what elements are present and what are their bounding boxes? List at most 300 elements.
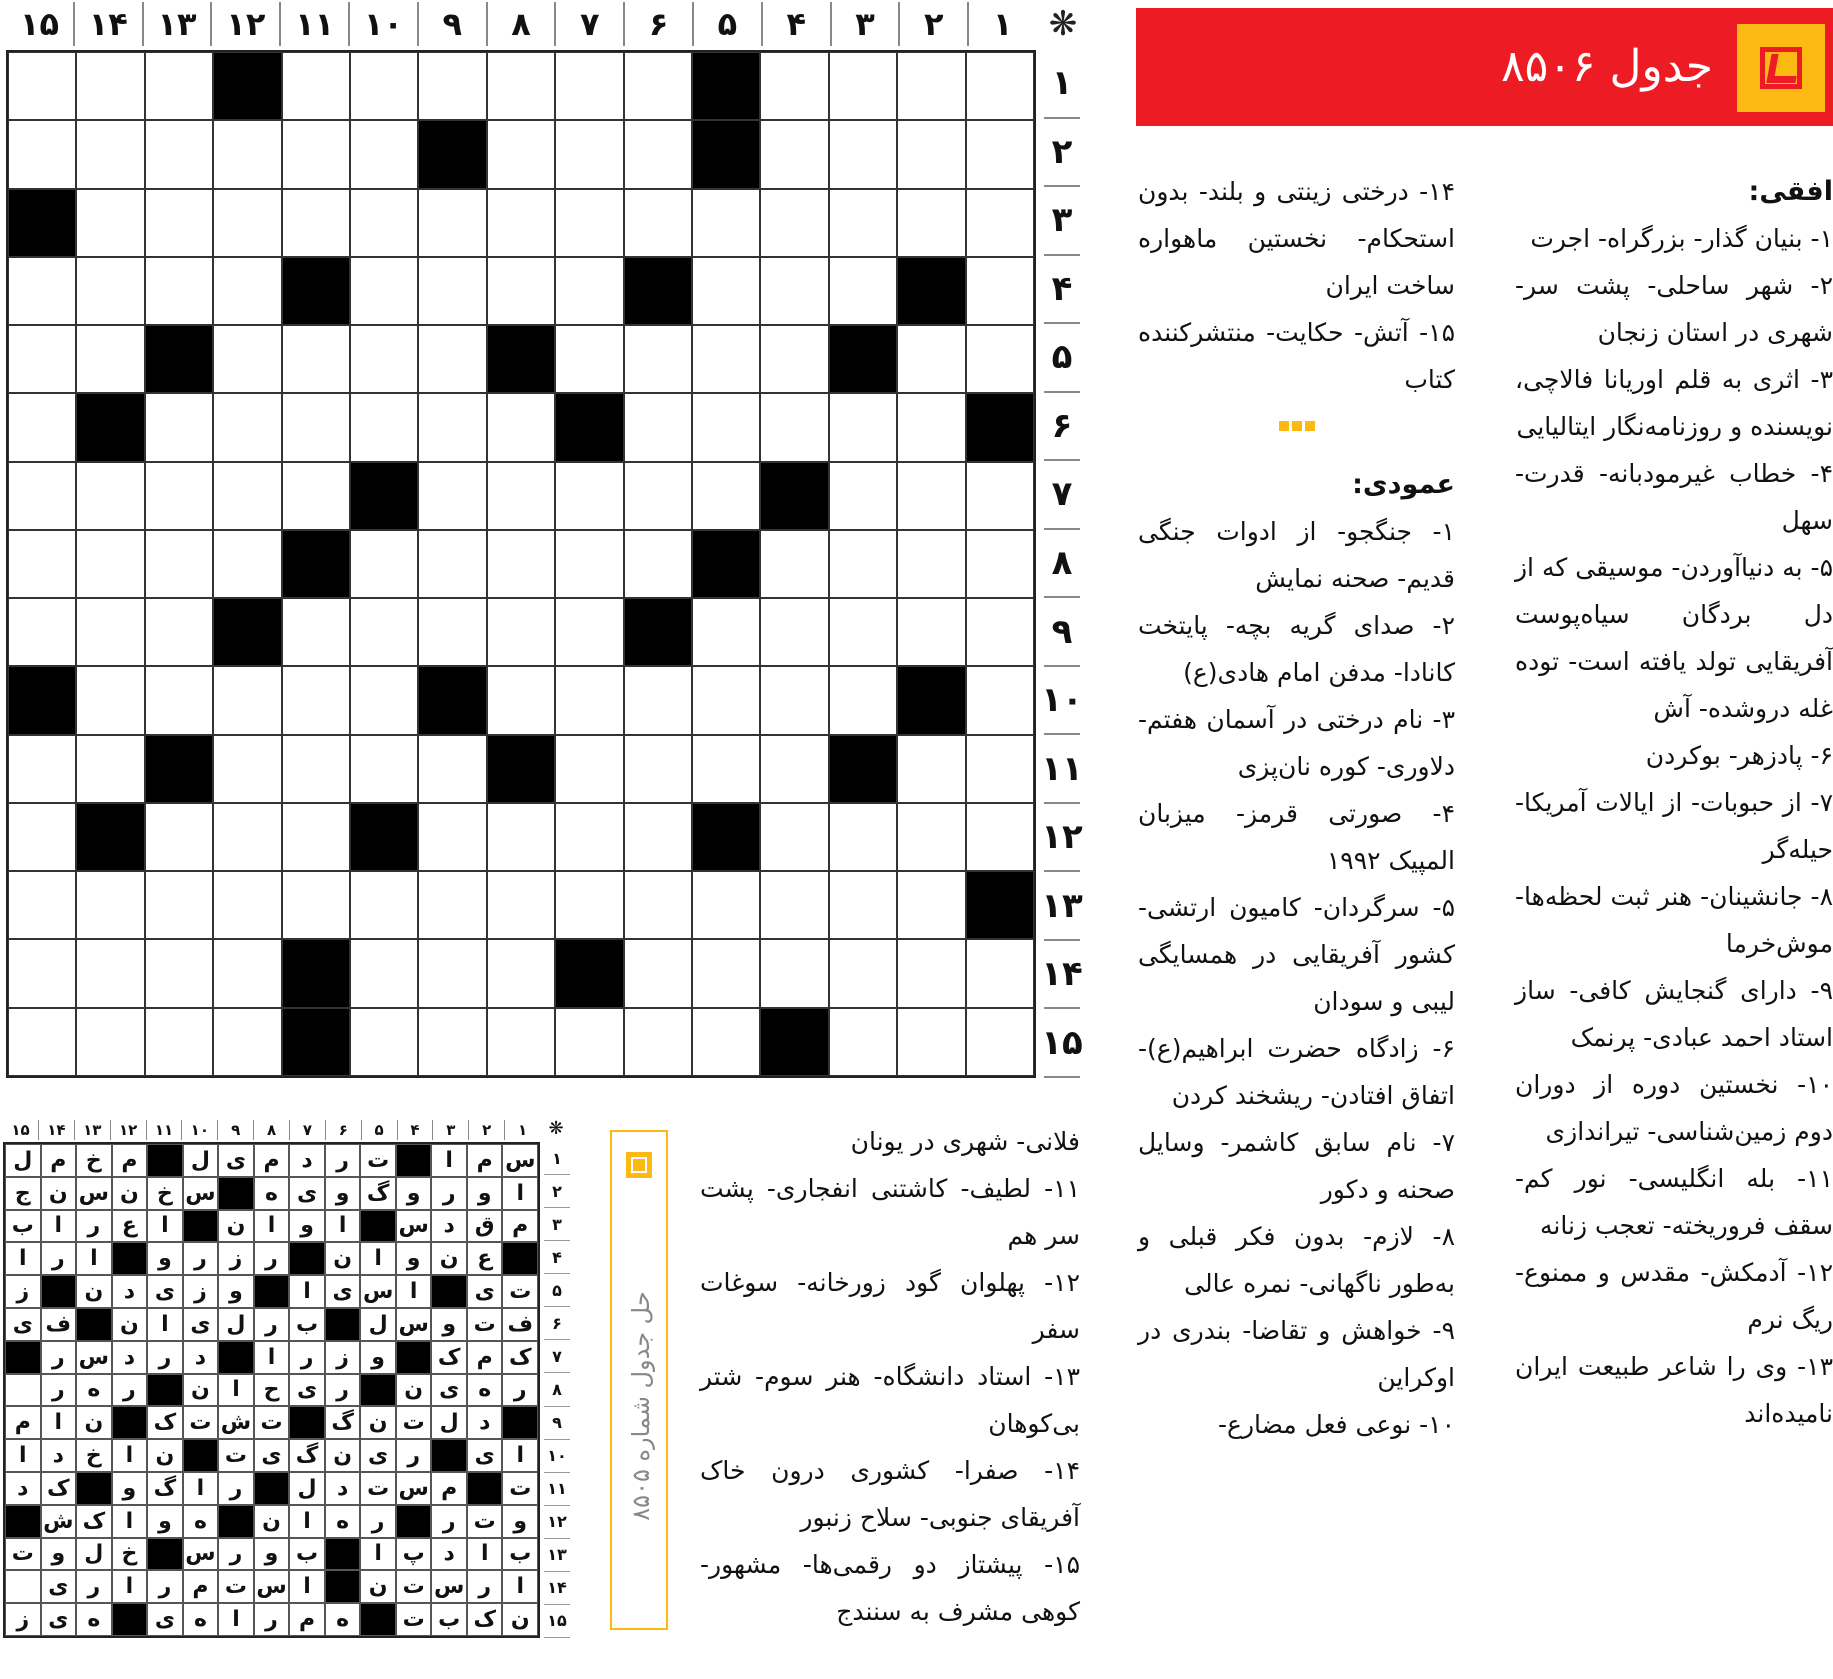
empty-cell[interactable] <box>760 52 828 120</box>
empty-cell[interactable] <box>760 871 828 939</box>
solution-cell: ل <box>218 1308 254 1341</box>
empty-cell[interactable] <box>829 871 897 939</box>
row-number: ۳ <box>1044 187 1080 256</box>
solution-black-cell <box>147 1374 183 1407</box>
clue-horizontal-12: ۱۲- آدمکش- مقدس و ممنوع- ریگ نرم <box>1515 1258 1833 1334</box>
empty-cell[interactable] <box>8 871 76 939</box>
empty-cell[interactable] <box>418 257 486 325</box>
empty-cell[interactable] <box>282 803 350 871</box>
empty-cell[interactable] <box>145 462 213 530</box>
solution-black-cell <box>112 1406 148 1439</box>
empty-cell[interactable] <box>213 462 281 530</box>
empty-cell[interactable] <box>350 1008 418 1076</box>
clue-vertical-1: ۱- جنگجو- از ادوات جنگی قدیم- صحنه نمایش <box>1138 517 1455 593</box>
empty-cell[interactable] <box>966 462 1034 530</box>
empty-cell[interactable] <box>555 871 623 939</box>
row-number: ۴ <box>1044 256 1080 325</box>
empty-cell[interactable] <box>624 325 692 393</box>
empty-cell[interactable] <box>692 393 760 461</box>
empty-cell[interactable] <box>555 1008 623 1076</box>
empty-cell[interactable] <box>624 735 692 803</box>
empty-cell[interactable] <box>966 52 1034 120</box>
empty-cell[interactable] <box>8 257 76 325</box>
empty-cell[interactable] <box>966 598 1034 666</box>
empty-cell[interactable] <box>145 803 213 871</box>
empty-cell[interactable] <box>213 1008 281 1076</box>
empty-cell[interactable] <box>76 189 144 257</box>
empty-cell[interactable] <box>213 325 281 393</box>
empty-cell[interactable] <box>760 189 828 257</box>
empty-cell[interactable] <box>213 939 281 1007</box>
solution-cell: ن <box>325 1242 361 1275</box>
empty-cell[interactable] <box>555 120 623 188</box>
row-number: ۸ <box>544 1373 570 1406</box>
empty-cell[interactable] <box>692 1008 760 1076</box>
empty-cell[interactable] <box>350 52 418 120</box>
empty-cell[interactable] <box>897 598 965 666</box>
empty-cell[interactable] <box>350 939 418 1007</box>
solution-cell: ن <box>360 1406 396 1439</box>
solution-cell: م <box>431 1472 467 1505</box>
solution-cell: ا <box>112 1505 148 1538</box>
empty-cell[interactable] <box>8 325 76 393</box>
clue-vertical-8: ۸- لازم- بدون فکر قبلی و به‌طور ناگهانی- نمره عالی <box>1138 1222 1455 1298</box>
column-number: ۳ <box>432 1120 468 1140</box>
solution-cell: ر <box>147 1570 183 1603</box>
empty-cell[interactable] <box>76 257 144 325</box>
solution-cell: ن <box>325 1439 361 1472</box>
clue-horizontal-3: ۳- اثری به قلم اوریانا فالاچی، نویسنده و روزنامه‌نگار ایتالیایی <box>1515 365 1833 441</box>
solution-cell: و <box>502 1505 538 1538</box>
empty-cell[interactable] <box>418 530 486 598</box>
solution-cell: س <box>183 1538 219 1571</box>
clue-vertical-12: ۱۲- پهلوان گود زورخانه- سوغات سفر <box>700 1268 1080 1344</box>
empty-cell[interactable] <box>966 530 1034 598</box>
black-cell <box>966 393 1034 461</box>
empty-cell[interactable] <box>624 1008 692 1076</box>
empty-cell[interactable] <box>282 325 350 393</box>
empty-cell[interactable] <box>8 393 76 461</box>
empty-cell[interactable] <box>760 393 828 461</box>
solution-cell: ب <box>289 1538 325 1571</box>
empty-cell[interactable] <box>282 52 350 120</box>
empty-cell[interactable] <box>624 393 692 461</box>
empty-cell[interactable] <box>8 598 76 666</box>
solution-cell: ی <box>41 1570 77 1603</box>
empty-cell[interactable] <box>555 735 623 803</box>
empty-cell[interactable] <box>966 257 1034 325</box>
empty-cell[interactable] <box>145 598 213 666</box>
solution-cell: و <box>218 1275 254 1308</box>
row-number: ۱۰ <box>1044 667 1080 736</box>
solution-cell: د <box>431 1210 467 1243</box>
empty-cell[interactable] <box>966 939 1034 1007</box>
empty-cell[interactable] <box>555 189 623 257</box>
empty-cell[interactable] <box>897 462 965 530</box>
empty-cell[interactable] <box>213 530 281 598</box>
vertical-clues-heading: عمودی: <box>1352 469 1455 500</box>
empty-cell[interactable] <box>76 735 144 803</box>
solution-cell: س <box>431 1570 467 1603</box>
empty-cell[interactable] <box>829 598 897 666</box>
empty-cell[interactable] <box>555 325 623 393</box>
empty-cell[interactable] <box>624 803 692 871</box>
empty-cell[interactable] <box>145 939 213 1007</box>
solution-cell: ن <box>112 1177 148 1210</box>
empty-cell[interactable] <box>897 871 965 939</box>
solution-cell: ک <box>147 1406 183 1439</box>
solution-black-cell <box>218 1341 254 1374</box>
empty-cell[interactable] <box>418 1008 486 1076</box>
empty-cell[interactable] <box>897 52 965 120</box>
empty-cell[interactable] <box>555 530 623 598</box>
empty-cell[interactable] <box>555 666 623 734</box>
empty-cell[interactable] <box>897 325 965 393</box>
empty-cell[interactable] <box>760 666 828 734</box>
empty-cell[interactable] <box>145 257 213 325</box>
black-cell <box>829 735 897 803</box>
solution-cell: ی <box>254 1439 290 1472</box>
empty-cell[interactable] <box>487 1008 555 1076</box>
empty-cell[interactable] <box>897 189 965 257</box>
empty-cell[interactable] <box>829 52 897 120</box>
empty-cell[interactable] <box>282 462 350 530</box>
empty-cell[interactable] <box>760 325 828 393</box>
empty-cell[interactable] <box>145 52 213 120</box>
empty-cell[interactable] <box>282 189 350 257</box>
empty-cell[interactable] <box>350 393 418 461</box>
empty-cell[interactable] <box>76 598 144 666</box>
empty-cell[interactable] <box>624 939 692 1007</box>
empty-cell[interactable] <box>8 803 76 871</box>
empty-cell[interactable] <box>829 120 897 188</box>
empty-cell[interactable] <box>966 1008 1034 1076</box>
empty-cell[interactable] <box>760 939 828 1007</box>
empty-cell[interactable] <box>692 871 760 939</box>
empty-cell[interactable] <box>966 803 1034 871</box>
solution-cell: ا <box>112 1570 148 1603</box>
solution-cell: ش <box>41 1505 77 1538</box>
horizontal-clues <box>1515 168 1833 1437</box>
solution-cell: ی <box>325 1275 361 1308</box>
empty-cell[interactable] <box>966 666 1034 734</box>
empty-cell[interactable] <box>555 257 623 325</box>
empty-cell[interactable] <box>282 393 350 461</box>
empty-cell[interactable] <box>76 530 144 598</box>
row-number: ۶ <box>1044 393 1080 462</box>
empty-cell[interactable] <box>624 666 692 734</box>
empty-cell[interactable] <box>487 871 555 939</box>
empty-cell[interactable] <box>692 598 760 666</box>
empty-cell[interactable] <box>487 257 555 325</box>
empty-cell[interactable] <box>213 257 281 325</box>
clue-vertical-3: ۳- نام درختی در آسمان هفتم- دلاوری- کوره نان‌پزی <box>1138 705 1455 781</box>
empty-cell[interactable] <box>897 939 965 1007</box>
empty-cell[interactable] <box>145 189 213 257</box>
empty-cell[interactable] <box>897 735 965 803</box>
black-cell <box>213 52 281 120</box>
black-cell <box>966 871 1034 939</box>
row-number: ۵ <box>1044 324 1080 393</box>
empty-cell[interactable] <box>418 393 486 461</box>
row-number: ۱۰ <box>544 1440 570 1473</box>
empty-cell[interactable] <box>692 257 760 325</box>
solution-cell: س <box>502 1144 538 1177</box>
empty-cell[interactable] <box>282 871 350 939</box>
empty-cell[interactable] <box>487 462 555 530</box>
solution-cell: ا <box>183 1472 219 1505</box>
empty-cell[interactable] <box>966 120 1034 188</box>
empty-cell[interactable] <box>555 803 623 871</box>
solution-black-cell <box>76 1308 112 1341</box>
solution-cell: ت <box>502 1275 538 1308</box>
column-number: ۵ <box>361 1120 397 1140</box>
empty-cell[interactable] <box>418 189 486 257</box>
solution-cell: ت <box>396 1406 432 1439</box>
solution-cell: ن <box>218 1210 254 1243</box>
clue-vertical-15: ۱۵- پیشتاز دو رقمی‌ها- مشهور- کوهی مشرف به سنندج <box>700 1550 1080 1626</box>
empty-cell[interactable] <box>76 939 144 1007</box>
empty-cell[interactable] <box>692 325 760 393</box>
row-number: ۶ <box>544 1307 570 1340</box>
empty-cell[interactable] <box>760 735 828 803</box>
clue-horizontal-9: ۹- دارای گنجایش کافی- ساز استاد احمد عبادی- پرنمک <box>1515 976 1833 1052</box>
row-number: ۱۳ <box>544 1539 570 1572</box>
empty-cell[interactable] <box>692 735 760 803</box>
empty-cell[interactable] <box>8 1008 76 1076</box>
empty-cell[interactable] <box>418 325 486 393</box>
solution-cell: ا <box>218 1374 254 1407</box>
empty-cell[interactable] <box>897 120 965 188</box>
solution-cell: ا <box>254 1341 290 1374</box>
empty-cell[interactable] <box>8 462 76 530</box>
column-number: ۱۳ <box>142 2 211 46</box>
solution-black-cell <box>112 1242 148 1275</box>
solution-cell: ت <box>5 1538 41 1571</box>
empty-cell[interactable] <box>213 393 281 461</box>
column-number: ۶ <box>623 2 692 46</box>
empty-cell[interactable] <box>760 257 828 325</box>
empty-cell[interactable] <box>897 1008 965 1076</box>
empty-cell[interactable] <box>692 939 760 1007</box>
empty-cell[interactable] <box>487 189 555 257</box>
empty-cell[interactable] <box>145 871 213 939</box>
solution-black-cell <box>360 1603 396 1636</box>
empty-cell[interactable] <box>213 735 281 803</box>
empty-cell[interactable] <box>829 666 897 734</box>
empty-cell[interactable] <box>418 735 486 803</box>
empty-cell[interactable] <box>760 120 828 188</box>
solution-cell: ه <box>325 1505 361 1538</box>
empty-cell[interactable] <box>145 530 213 598</box>
empty-cell[interactable] <box>829 462 897 530</box>
empty-cell[interactable] <box>76 325 144 393</box>
empty-cell[interactable] <box>418 803 486 871</box>
row-number: ۱۲ <box>544 1506 570 1539</box>
empty-cell[interactable] <box>487 52 555 120</box>
column-number: ۱۰ <box>348 2 417 46</box>
solution-black-cell <box>5 1505 41 1538</box>
empty-cell[interactable] <box>418 871 486 939</box>
solution-cell: ن <box>396 1374 432 1407</box>
empty-cell[interactable] <box>487 598 555 666</box>
star-icon: ❋ <box>1048 4 1078 44</box>
empty-cell[interactable] <box>350 871 418 939</box>
empty-cell[interactable] <box>897 393 965 461</box>
empty-cell[interactable] <box>282 666 350 734</box>
empty-cell[interactable] <box>8 735 76 803</box>
empty-cell[interactable] <box>692 189 760 257</box>
empty-cell[interactable] <box>829 530 897 598</box>
column-number: ۱۱ <box>146 1120 182 1140</box>
empty-cell[interactable] <box>829 939 897 1007</box>
solution-black-cell <box>360 1210 396 1243</box>
solution-black-cell <box>467 1472 503 1505</box>
empty-cell[interactable] <box>624 120 692 188</box>
empty-cell[interactable] <box>350 120 418 188</box>
solution-label: حل جدول شماره ۸۵۰۵ <box>627 1291 655 1521</box>
empty-cell[interactable] <box>76 52 144 120</box>
empty-cell[interactable] <box>350 666 418 734</box>
empty-cell[interactable] <box>829 257 897 325</box>
empty-cell[interactable] <box>624 462 692 530</box>
clue-horizontal-11: ۱۱- بله انگلیسی- نور کم- سقف فروریخته- تعجب زنانه <box>1515 1164 1833 1240</box>
empty-cell[interactable] <box>76 1008 144 1076</box>
empty-cell[interactable] <box>966 735 1034 803</box>
column-number: ۹ <box>417 2 486 46</box>
empty-cell[interactable] <box>555 598 623 666</box>
empty-cell[interactable] <box>350 735 418 803</box>
solution-cell: ه <box>254 1177 290 1210</box>
empty-cell[interactable] <box>76 871 144 939</box>
empty-cell[interactable] <box>213 189 281 257</box>
empty-cell[interactable] <box>624 871 692 939</box>
solution-grid <box>3 1142 540 1638</box>
solution-black-cell <box>289 1406 325 1439</box>
clues-middle-column <box>1138 168 1455 1448</box>
empty-cell[interactable] <box>213 871 281 939</box>
solution-cell: ا <box>112 1439 148 1472</box>
empty-cell[interactable] <box>282 120 350 188</box>
empty-cell[interactable] <box>213 120 281 188</box>
empty-cell[interactable] <box>350 325 418 393</box>
solution-cell: ر <box>467 1570 503 1603</box>
solution-cell: ر <box>325 1144 361 1177</box>
solution-cell: خ <box>147 1177 183 1210</box>
empty-cell[interactable] <box>487 393 555 461</box>
solution-cell: ل <box>183 1144 219 1177</box>
empty-cell[interactable] <box>829 1008 897 1076</box>
solution-black-cell <box>325 1570 361 1603</box>
solution-black-cell <box>183 1439 219 1472</box>
empty-cell[interactable] <box>418 939 486 1007</box>
column-numbers <box>6 2 1036 46</box>
solution-cell: ه <box>76 1374 112 1407</box>
empty-cell[interactable] <box>829 393 897 461</box>
empty-cell[interactable] <box>897 803 965 871</box>
empty-cell[interactable] <box>145 1008 213 1076</box>
empty-cell[interactable] <box>555 52 623 120</box>
solution-cell <box>5 1374 41 1407</box>
empty-cell[interactable] <box>897 530 965 598</box>
empty-cell[interactable] <box>487 939 555 1007</box>
empty-cell[interactable] <box>8 52 76 120</box>
solution-cell: ی <box>360 1439 396 1472</box>
empty-cell[interactable] <box>350 530 418 598</box>
solution-cell: ز <box>5 1603 41 1636</box>
empty-cell[interactable] <box>213 803 281 871</box>
empty-cell[interactable] <box>624 189 692 257</box>
empty-cell[interactable] <box>282 735 350 803</box>
solution-cell: د <box>5 1472 41 1505</box>
solution-cell: س <box>76 1341 112 1374</box>
empty-cell[interactable] <box>350 257 418 325</box>
solution-cell: ا <box>147 1308 183 1341</box>
row-number: ۱۴ <box>544 1572 570 1605</box>
empty-cell[interactable] <box>76 462 144 530</box>
empty-cell[interactable] <box>760 598 828 666</box>
row-number: ۲ <box>544 1175 570 1208</box>
clue-vertical-14: ۱۴- صفرا- کشوری درون خاک آفریقای جنوبی- سلاح زنبور <box>700 1456 1080 1532</box>
empty-cell[interactable] <box>692 462 760 530</box>
empty-cell[interactable] <box>487 120 555 188</box>
empty-cell[interactable] <box>76 120 144 188</box>
empty-cell[interactable] <box>350 598 418 666</box>
empty-cell[interactable] <box>487 666 555 734</box>
empty-cell[interactable] <box>760 803 828 871</box>
empty-cell[interactable] <box>829 189 897 257</box>
solution-black-cell <box>360 1374 396 1407</box>
empty-cell[interactable] <box>76 666 144 734</box>
solution-cell: س <box>396 1210 432 1243</box>
empty-cell[interactable] <box>8 530 76 598</box>
empty-cell[interactable] <box>145 120 213 188</box>
solution-black-cell <box>147 1144 183 1177</box>
empty-cell[interactable] <box>418 462 486 530</box>
solution-cell: گ <box>360 1177 396 1210</box>
solution-cell: و <box>325 1177 361 1210</box>
row-number: ۲ <box>1044 119 1080 188</box>
row-number: ۱۴ <box>1044 941 1080 1010</box>
empty-cell[interactable] <box>966 325 1034 393</box>
solution-black-cell <box>5 1341 41 1374</box>
empty-cell[interactable] <box>760 530 828 598</box>
empty-cell[interactable] <box>8 939 76 1007</box>
empty-cell[interactable] <box>418 598 486 666</box>
crossword-grid[interactable] <box>6 50 1036 1078</box>
black-cell <box>418 120 486 188</box>
empty-cell[interactable] <box>8 120 76 188</box>
solution-black-cell <box>254 1472 290 1505</box>
row-number: ۱ <box>544 1142 570 1175</box>
empty-cell[interactable] <box>555 462 623 530</box>
empty-cell[interactable] <box>624 530 692 598</box>
empty-cell[interactable] <box>145 666 213 734</box>
empty-cell[interactable] <box>692 666 760 734</box>
empty-cell[interactable] <box>282 598 350 666</box>
empty-cell[interactable] <box>350 189 418 257</box>
empty-cell[interactable] <box>213 666 281 734</box>
empty-cell[interactable] <box>145 393 213 461</box>
solution-cell: ی <box>183 1308 219 1341</box>
empty-cell[interactable] <box>487 530 555 598</box>
empty-cell[interactable] <box>966 189 1034 257</box>
empty-cell[interactable] <box>487 803 555 871</box>
solution-cell: ش <box>218 1406 254 1439</box>
empty-cell[interactable] <box>829 803 897 871</box>
empty-cell[interactable] <box>418 52 486 120</box>
empty-cell[interactable] <box>624 52 692 120</box>
